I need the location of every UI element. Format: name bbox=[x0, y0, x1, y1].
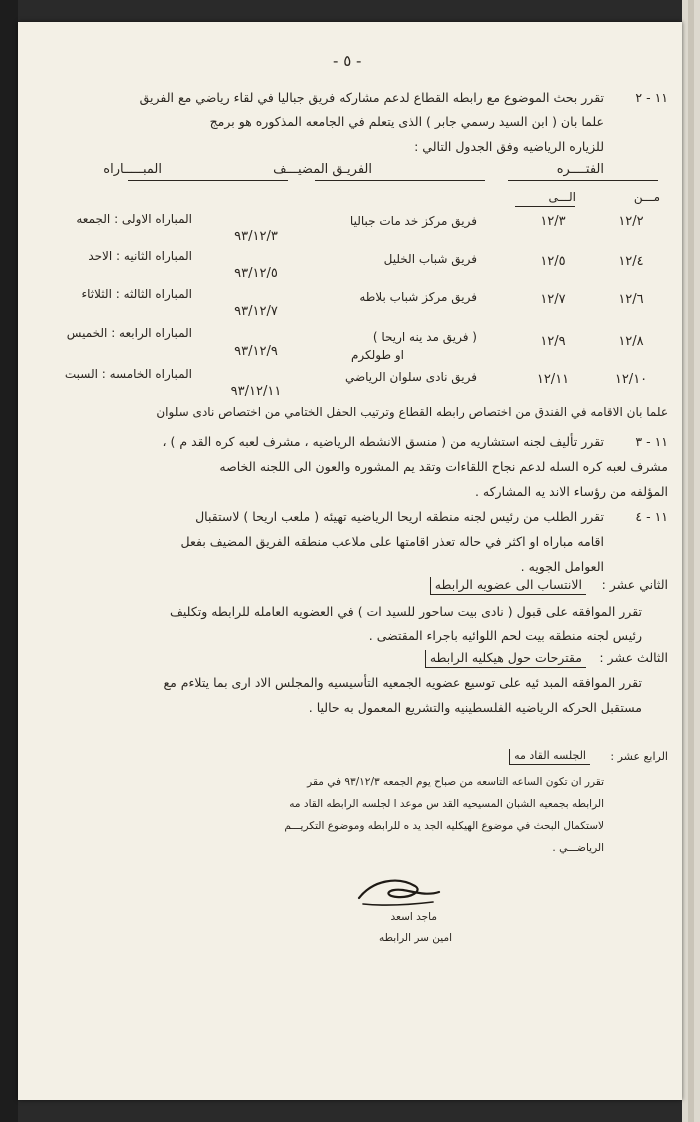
document-page bbox=[18, 22, 682, 1100]
row2-date: ٩٣/١٢/٥ bbox=[234, 266, 278, 281]
item-11-3-line1: تقرر تأليف لجنه استشاريه من ( منسق الانشطه الرياضيه ، مشرف لعبه كره القد م ) ، bbox=[162, 434, 604, 449]
row3-guest: فريق مركز شباب بلاطه bbox=[359, 290, 477, 304]
row5-guest: فريق نادى سلوان الرياضي bbox=[344, 370, 477, 384]
item-11-4-line1: تقرر الطلب من رئيس لجنه منطقه اريحا الرياضيه تهيئه ( ملعب اريحا ) لاستقبال bbox=[195, 509, 604, 524]
section-12-title: الانتساب الى عضويه الرابطه bbox=[430, 577, 586, 592]
item-11-3-line3: المؤلفه من رؤساء الاند يه المشاركه . bbox=[474, 484, 668, 499]
signatory-name: ماجد اسعد bbox=[390, 911, 437, 923]
signatory-title: امين سر الرابطه bbox=[379, 932, 452, 944]
row2-match: المباراه الثانيه : الاحد bbox=[88, 249, 192, 263]
row5-to: ١٢/١١ bbox=[536, 372, 570, 387]
section-14-line4: الرياضـــي . bbox=[552, 842, 604, 854]
row1-match: المباراه الاولى : الجمعه bbox=[76, 212, 192, 226]
row4-guest-line2: او طولكرم bbox=[350, 348, 404, 362]
row5-date: ٩٣/١٢/١١ bbox=[230, 384, 282, 399]
section-13-line2: مستقبل الحركه الرياضيه الفلسطينيه والتشريع المعمول به حاليا . bbox=[308, 700, 642, 715]
row3-from: ١٢/٦ bbox=[618, 292, 644, 307]
item-11-3-line2: مشرف لعبه كره السله لدعم نجاح اللقاءات وتقد يم المشوره والعون الى اللجنه الخاصه bbox=[219, 459, 668, 474]
item-11-3-number: ١١ - ٣ bbox=[635, 434, 668, 449]
row5-match: المباراه الخامسه : السبت bbox=[64, 367, 192, 381]
handwritten-signature bbox=[353, 870, 443, 912]
accommodation-note: علما بان الاقامه في الفندق من اختصاص رابطه القطاع وترتيب الحفل الختامي من اختصاص نادى سلوان bbox=[156, 405, 668, 419]
section-14-line2: الرابطه بجمعيه الشبان المسيحيه القد س موعد ا لجلسه الرابطه القاد مه bbox=[289, 798, 604, 810]
row3-to: ١٢/٧ bbox=[540, 292, 566, 307]
section-12-label: الثاني عشر : bbox=[601, 577, 668, 592]
row1-guest: فريق مركز خد مات جباليا bbox=[349, 214, 477, 228]
section-13-title: مقترحات حول هيكليه الرابطه bbox=[425, 650, 586, 665]
item-11-2-line2: علما بان ( ابن السيد رسمي جابر ) الذى يتعلم في الجامعه المذكوره هو برمج bbox=[209, 114, 604, 129]
row4-guest-line1: ( فريق مد ينه اريحا ) bbox=[372, 330, 477, 344]
header-guest-underline bbox=[315, 180, 485, 181]
section-12-line2: رئيس لجنه منطقه بيت لحم اللوائيه باجراء المقتضى . bbox=[368, 628, 642, 643]
scan-right-edge bbox=[682, 0, 700, 1122]
section-14-line1: تقرر ان تكون الساعه التاسعه من صباح يوم الجمعه ٩٣/١٢/٣ في مقر bbox=[307, 776, 604, 788]
subheader-from: مـــن bbox=[633, 190, 660, 204]
section-12-line1: تقرر الموافقه على قبول ( نادى بيت ساحور للسيد ات ) في العضويه العامله للرابطه وتكليف bbox=[169, 604, 642, 619]
section-14-line3: لاستكمال البحث في موضوع الهيكليه الجد يد ه للرابطه وموضوع التكريـــم bbox=[284, 820, 604, 832]
row2-from: ١٢/٤ bbox=[618, 254, 644, 269]
header-match: المبـــــاراه bbox=[103, 162, 162, 177]
subheader-to-underline bbox=[515, 206, 575, 207]
item-11-4-line2: اقامه مباراه او اكثر في حاله تعذر اقامتها على ملاعب منطقه الفريق المضيف بفعل bbox=[180, 534, 604, 549]
row1-date: ٩٣/١٢/٣ bbox=[234, 229, 278, 244]
subheader-to: الـــى bbox=[548, 190, 576, 204]
header-guest-team: الفريـق المضيـــف bbox=[273, 162, 372, 177]
row2-guest: فريق شباب الخليل bbox=[383, 252, 477, 266]
row5-from: ١٢/١٠ bbox=[614, 372, 648, 387]
section-14-label: الرابع عشر : bbox=[610, 750, 668, 763]
item-11-2-line1: تقرر بحث الموضوع مع رابطه القطاع لدعم مشاركه فريق جباليا في لقاء رياضي مع الفريق bbox=[139, 90, 604, 105]
header-period: الفتــــره bbox=[556, 162, 604, 177]
row1-to: ١٢/٣ bbox=[540, 214, 566, 229]
header-period-underline bbox=[508, 180, 658, 181]
row3-date: ٩٣/١٢/٧ bbox=[234, 304, 278, 319]
row4-date: ٩٣/١٢/٩ bbox=[234, 344, 278, 359]
item-11-2-number: ١١ - ٢ bbox=[635, 90, 668, 105]
row3-match: المباراه الثالثه : الثلاثاء bbox=[81, 287, 192, 301]
row4-from: ١٢/٨ bbox=[618, 334, 644, 349]
item-11-4-line3: العوامل الجويه . bbox=[520, 559, 604, 574]
item-11-4-number: ١١ - ٤ bbox=[635, 509, 668, 524]
section-13-line1: تقرر الموافقه المبد ئيه على توسيع عضويه الجمعيه التأسيسيه والمجلس الاد ارى بما يتلاءم مع bbox=[163, 675, 642, 690]
row1-from: ١٢/٢ bbox=[618, 214, 644, 229]
section-14-title: الجلسه القاد مه bbox=[509, 749, 590, 762]
scan-left-edge bbox=[0, 0, 18, 1122]
item-11-2-line3: للزياره الرياضيه وفق الجدول التالي : bbox=[414, 139, 604, 154]
header-match-underline bbox=[128, 180, 288, 181]
section-13-label: الثالث عشر : bbox=[599, 650, 668, 665]
row4-to: ١٢/٩ bbox=[540, 334, 566, 349]
row2-to: ١٢/٥ bbox=[540, 254, 566, 269]
page-number: - ٥ - bbox=[333, 52, 362, 70]
row4-match: المباراه الرابعه : الخميس bbox=[66, 326, 192, 340]
